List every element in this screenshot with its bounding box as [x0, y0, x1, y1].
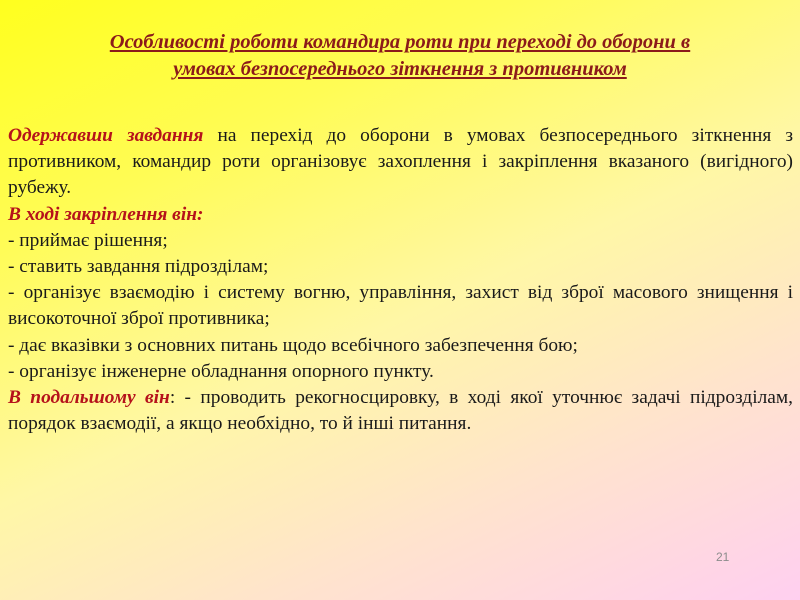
followup-paragraph: [8, 385, 793, 437]
followup-text: : - проводить рекогносцировку, в ході якої уточнює задачі підрозділам, порядок взаємодії, а якщо необхідно, то й інші питання.: [8, 387, 794, 435]
page-number: 21: [716, 550, 730, 564]
intro-text: на перехід до оборони в умовах безпосереднього зіткнення з противником, командир роти організовує захоплення і закріплення вказаного (вигідного) рубежу.: [8, 125, 794, 199]
consolidation-heading: [8, 202, 793, 228]
list-item: - ставить завдання підрозділам;: [8, 256, 269, 278]
list-item: - організує інженерне обладнання опорного пункту.: [8, 360, 434, 382]
list-item: - приймає рішення;: [8, 229, 168, 251]
slide-title: [20, 29, 780, 83]
slide-title-line-1: Особливості роботи командира роти при переході до оборони в: [109, 31, 691, 53]
slide-title-line-2: умовах безпосереднього зіткнення з противником: [173, 58, 627, 80]
list-item: - організує взаємодію і систему вогню, управління, захист від зброї масового знищення і високоточної зброї противника;: [8, 282, 793, 330]
list-item: - дає вказівки з основних питань щодо всебічного забезпечення бою;: [8, 334, 578, 356]
intro-paragraph: [8, 123, 793, 202]
slide-body: [8, 123, 793, 437]
consolidation-colon: :: [196, 203, 204, 225]
intro-lead: Одержавши завдання: [8, 125, 204, 146]
followup-lead: В подальшому він: [8, 387, 170, 409]
consolidation-lead: В ході закріплення він: [8, 203, 197, 225]
